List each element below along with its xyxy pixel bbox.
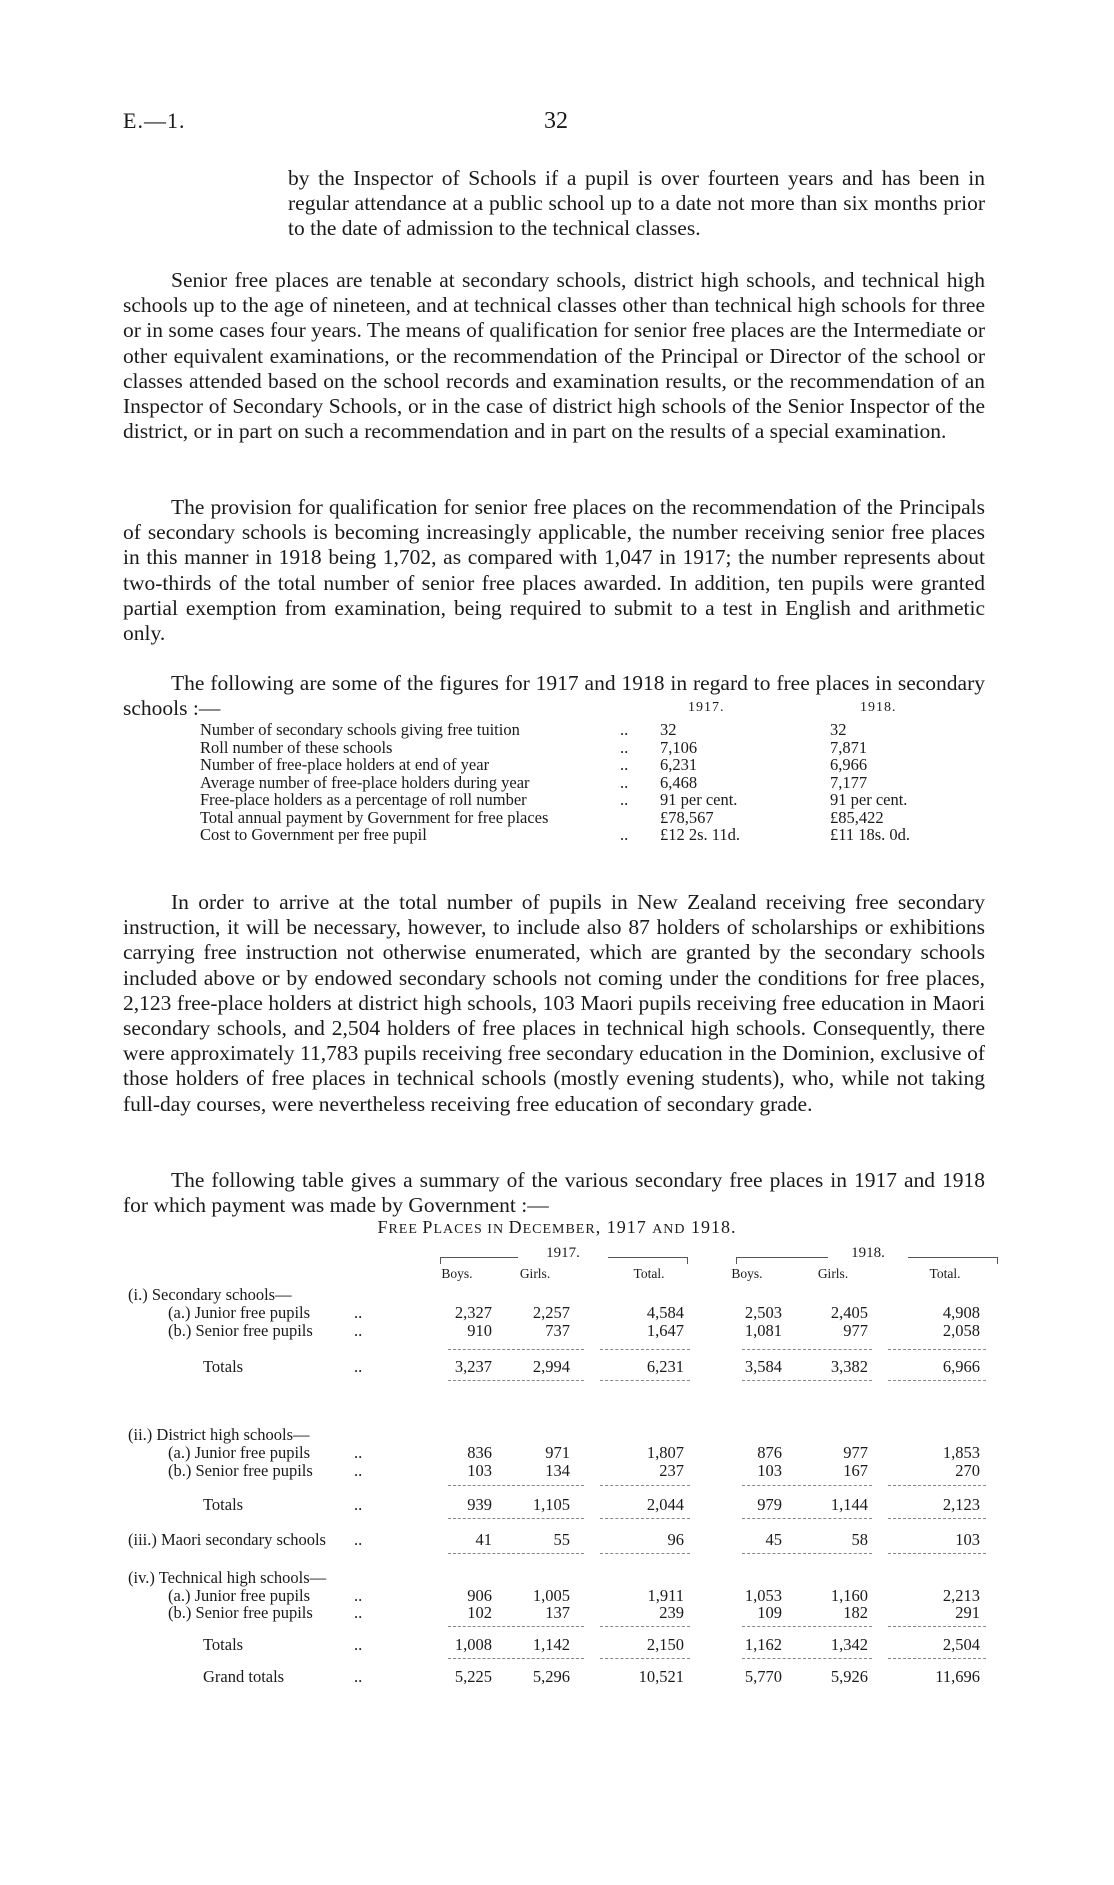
report-reference: E.—1. [123, 108, 186, 133]
column-header-girls: Girls. [817, 1266, 849, 1281]
value-1918-boys: 1,081 [744, 1321, 782, 1340]
column-rule [888, 1658, 986, 1659]
stats-value-1918: 7,177 [830, 772, 868, 792]
paragraph-total-pupils: In order to arrive at the total number of pupils in New Zealand receiving free secondary instruction, it will be necessary, however, to include also 87 holders of scholarships or exhibitions carrying free instruction not otherwise enumerated, which are granted by the secondary schools included above or by endowed secondary schools not coming under the conditions for free places, 2,123 free-place holders at district high schools, 103 Maori pupils receiving free education in Maori secondary schools, and 2,504 holders of free places in technical high schools. Consequently, there were approximately 11,783 pupils receiving free secondary education in the Dominion, exclusive of those holders of free places in technical schools (mostly evening students), who, while not taking full-day courses, were nevertheless receiving free education of secondary grade. [123, 890, 985, 1116]
leader-dots: .. [354, 1635, 363, 1654]
value-1917-total: 1,807 [646, 1443, 684, 1462]
stats-label: Number of secondary schools giving free tuition [200, 720, 520, 739]
column-rule [600, 1626, 690, 1627]
totals-label: Totals [203, 1357, 244, 1376]
column-rule [448, 1626, 584, 1627]
value-1918-total: 270 [955, 1461, 980, 1480]
value-1918-total: 2,058 [942, 1321, 980, 1340]
totals-label: Totals [203, 1495, 244, 1514]
stats-leader-dots: .. [620, 755, 629, 774]
stats-value-1917: 6,231 [660, 755, 698, 774]
stats-value-1918: 7,871 [830, 737, 868, 757]
column-rule [448, 1380, 584, 1381]
column-rule [888, 1553, 986, 1554]
column-rule [600, 1658, 690, 1659]
totals-value-1918-girls: 3,382 [830, 1357, 868, 1376]
stats-label: Total annual payment by Government for free places [200, 807, 549, 827]
leader-dots: .. [354, 1357, 363, 1376]
row-label: (b.) Senior free pupils [168, 1603, 313, 1622]
value-1917-boys: 2,327 [454, 1303, 492, 1322]
totals-value-1917-boys: 3,237 [454, 1357, 492, 1376]
stats-value-1918: £11 18s. 0d. [830, 825, 911, 844]
column-rule [742, 1626, 872, 1627]
row-label: (a.) Junior free pupils [168, 1303, 311, 1322]
totals-value-1917-boys: 939 [467, 1495, 492, 1514]
value-1917-boys: 910 [467, 1321, 492, 1340]
value-1918-boys: 1,053 [744, 1586, 782, 1605]
column-rule [742, 1553, 872, 1554]
column-rule [600, 1349, 690, 1350]
value-1918-total: 291 [955, 1603, 980, 1622]
totals-value-1918-girls: 1,342 [830, 1635, 868, 1654]
value-1918-girls: 977 [843, 1321, 868, 1340]
stats-leader-dots: .. [620, 720, 629, 739]
grand-total-value-1917-boys: 5,225 [454, 1667, 492, 1686]
totals-value-1917-girls: 1,105 [532, 1495, 570, 1514]
column-rule [888, 1380, 986, 1381]
column-rule [600, 1553, 690, 1554]
value-1917-girls: 1,005 [532, 1586, 570, 1605]
leader-dots: .. [354, 1443, 363, 1462]
column-header-total: Total. [633, 1266, 665, 1281]
value-1918-total: 1,853 [942, 1443, 980, 1462]
section-label: (iii.) Maori secondary schools [128, 1530, 326, 1549]
value-1917-total: 96 [667, 1530, 684, 1549]
value-1918-girls: 182 [843, 1603, 868, 1622]
value-1917-total: 1,647 [646, 1321, 684, 1340]
leader-dots: .. [354, 1461, 363, 1480]
grand-total-value-1918-total: 11,696 [935, 1667, 980, 1686]
totals-value-1917-boys: 1,008 [454, 1635, 492, 1654]
group-year-1917: 1917. [518, 1245, 608, 1262]
value-1917-total: 239 [659, 1603, 684, 1622]
value-1918-total: 4,908 [942, 1303, 980, 1322]
stats-value-1918: 91 per cent. [830, 790, 908, 809]
column-rule [448, 1553, 584, 1554]
stats-label: Number of free-place holders at end of year [200, 755, 490, 774]
column-rule [742, 1380, 872, 1381]
leader-dots: .. [354, 1303, 363, 1322]
totals-value-1917-girls: 1,142 [532, 1635, 570, 1654]
paragraph-summary-intro: The following table gives a summary of the various secondary free places in 1917 and 1918 for which payment was made by Government :— [123, 1168, 985, 1218]
totals-value-1917-total: 2,044 [646, 1495, 684, 1514]
value-1917-total: 237 [659, 1461, 684, 1480]
value-1917-girls: 137 [545, 1603, 570, 1622]
column-rule [600, 1485, 690, 1486]
value-1918-boys: 109 [757, 1603, 782, 1622]
paragraph-figures-intro: The following are some of the figures for 1917 and 1918 in regard to free places in secondary schools :— [123, 671, 985, 721]
value-1917-boys: 102 [467, 1603, 492, 1622]
value-1918-total: 2,213 [942, 1586, 980, 1605]
row-label: (a.) Junior free pupils [168, 1443, 311, 1462]
stats-leader-dots: .. [620, 790, 629, 809]
stats-label: Roll number of these schools [200, 737, 393, 757]
value-1918-boys: 876 [757, 1443, 782, 1462]
column-header-boys: Boys. [441, 1266, 473, 1281]
totals-value-1917-girls: 2,994 [532, 1357, 570, 1376]
column-header-girls: Girls. [519, 1266, 551, 1281]
leader-dots: .. [354, 1667, 363, 1686]
totals-label: Totals [203, 1635, 244, 1654]
free-places-title: FREE PLACES IN DECEMBER, 1917 AND 1918. [377, 1217, 737, 1237]
grand-totals-label: Grand totals [203, 1667, 285, 1686]
totals-value-1918-boys: 1,162 [744, 1635, 782, 1654]
totals-value-1918-total: 6,966 [942, 1357, 980, 1376]
stats-leader-dots: .. [620, 737, 629, 757]
column-rule [600, 1380, 690, 1381]
value-1918-total: 103 [955, 1530, 980, 1549]
grand-total-value-1917-total: 10,521 [638, 1667, 684, 1686]
stats-leader-dots: .. [620, 772, 629, 792]
stats-year-1918: 1918. [860, 700, 897, 715]
stats-value-1917: £78,567 [660, 807, 714, 827]
leader-dots: .. [354, 1603, 363, 1622]
value-1917-boys: 103 [467, 1461, 492, 1480]
value-1917-total: 1,911 [647, 1586, 684, 1605]
stats-value-1918: 32 [830, 720, 847, 739]
column-rule [888, 1485, 986, 1486]
stats-leader-dots: .. [620, 825, 629, 844]
stats-label: Free-place holders as a percentage of roll number [200, 790, 527, 809]
leader-dots: .. [354, 1495, 363, 1514]
row-label: (b.) Senior free pupils [168, 1461, 313, 1480]
section-label: (iv.) Technical high schools— [128, 1568, 327, 1587]
column-rule [742, 1658, 872, 1659]
value-1918-girls: 977 [843, 1443, 868, 1462]
stats-value-1917: 7,106 [660, 737, 698, 757]
value-1917-girls: 737 [545, 1321, 570, 1340]
group-year-1918: 1918. [828, 1245, 908, 1262]
column-header-boys: Boys. [731, 1266, 763, 1281]
totals-value-1917-total: 2,150 [646, 1635, 684, 1654]
value-1917-girls: 971 [545, 1443, 570, 1462]
stats-label: Cost to Government per free pupil [200, 825, 427, 844]
value-1917-boys: 906 [467, 1586, 492, 1605]
grand-total-value-1918-boys: 5,770 [744, 1667, 782, 1686]
totals-value-1918-boys: 979 [757, 1495, 782, 1514]
row-label: (a.) Junior free pupils [168, 1586, 311, 1605]
stats-value-1917: 6,468 [660, 772, 698, 792]
column-rule [448, 1485, 584, 1486]
column-rule [448, 1349, 584, 1350]
value-1917-boys: 41 [475, 1530, 492, 1549]
grand-total-value-1917-girls: 5,296 [532, 1667, 570, 1686]
value-1917-total: 4,584 [646, 1303, 684, 1322]
column-rule [888, 1518, 986, 1519]
stats-value-1918: £85,422 [830, 807, 884, 827]
column-rule [600, 1518, 690, 1519]
value-1918-girls: 2,405 [830, 1303, 868, 1322]
page-number: 32 [544, 108, 568, 134]
leader-dots: .. [354, 1530, 363, 1549]
value-1917-girls: 2,257 [532, 1303, 570, 1322]
totals-value-1918-total: 2,504 [942, 1635, 980, 1654]
column-rule [448, 1518, 584, 1519]
column-rule [888, 1349, 986, 1350]
stats-row [200, 825, 980, 845]
column-rule [888, 1626, 986, 1627]
value-1918-boys: 45 [765, 1530, 782, 1549]
column-rule [742, 1349, 872, 1350]
totals-value-1918-boys: 3,584 [744, 1357, 782, 1376]
grand-total-value-1918-girls: 5,926 [830, 1667, 868, 1686]
stats-value-1918: 6,966 [830, 755, 868, 774]
column-header-total: Total. [929, 1266, 961, 1281]
value-1917-boys: 836 [467, 1443, 492, 1462]
stats-label: Average number of free-place holders during year [200, 772, 530, 792]
column-rule [742, 1518, 872, 1519]
leader-dots: .. [354, 1321, 363, 1340]
paragraph-senior-free-places: Senior free places are tenable at secondary schools, district high schools, and technical high schools up to the age of nineteen, and at technical classes other than technical high schools for three or in some cases four years. The means of qualification for senior free places are the Intermediate or other equivalent examinations, or the recommendation of the Principal or Director of the school or classes attended based on the school records and examination results, or the recommendation of an Inspector of Secondary Schools, or in the case of district high schools of the Senior Inspector of the district, or in part on such a recommendation and in part on the results of a special examination. [123, 268, 985, 444]
column-rule [742, 1485, 872, 1486]
section-label: (i.) Secondary schools— [128, 1285, 292, 1304]
value-1917-girls: 134 [545, 1461, 570, 1480]
value-1918-boys: 2,503 [744, 1303, 782, 1322]
row-label: (b.) Senior free pupils [168, 1321, 313, 1340]
stats-value-1917: £12 2s. 11d. [660, 825, 741, 844]
value-1918-girls: 1,160 [830, 1586, 868, 1605]
stats-value-1917: 32 [660, 720, 677, 739]
value-1917-girls: 55 [553, 1530, 570, 1549]
totals-value-1918-total: 2,123 [942, 1495, 980, 1514]
section-label: (ii.) District high schools— [128, 1425, 310, 1444]
column-rule [448, 1658, 584, 1659]
paragraph-provision-qualification: The provision for qualification for senior free places on the recommendation of the Principals of secondary schools is becoming increasingly applicable, the number receiving senior free places in this manner in 1918 being 1,702, as compared with 1,047 in 1917; the number represents about two-thirds of the total number of senior free places awarded. In addition, ten pupils were granted partial exemption from examination, being required to submit to a test in English and arithmetic only. [123, 495, 985, 646]
totals-value-1917-total: 6,231 [646, 1357, 684, 1376]
value-1918-boys: 103 [757, 1461, 782, 1480]
paragraph-continuation: by the Inspector of Schools if a pupil is over fourteen years and has been in regular attendance at a public school up to a date not more than six months prior to the date of admission to the technical classes. [288, 166, 985, 241]
stats-year-1917: 1917. [688, 700, 725, 715]
totals-value-1918-girls: 1,144 [830, 1495, 868, 1514]
value-1918-girls: 167 [843, 1461, 868, 1480]
stats-value-1917: 91 per cent. [660, 790, 738, 809]
leader-dots: .. [354, 1586, 363, 1605]
value-1918-girls: 58 [851, 1530, 868, 1549]
